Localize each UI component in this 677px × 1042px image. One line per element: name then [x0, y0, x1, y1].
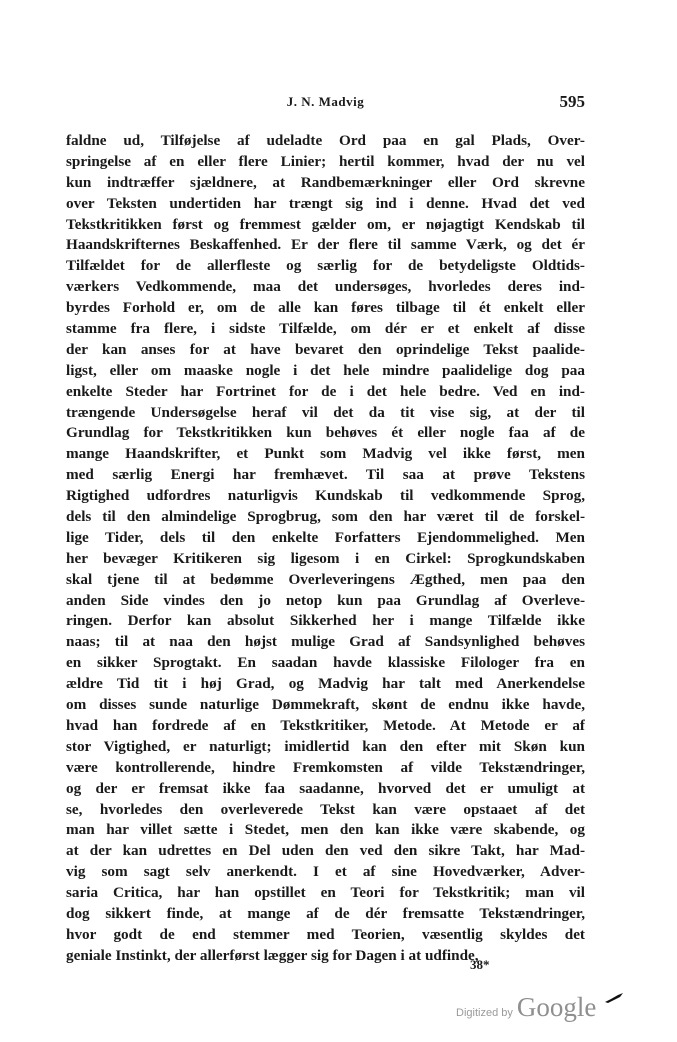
text-line: stor Vigtighed, er naturligt; imidlertid kan den efter mit Skøn kun — [66, 737, 585, 755]
running-head: J. N. Madvig — [286, 94, 365, 109]
text-line: være kontrollerende, hindre Fremkomsten af vilde Tekstændringer, — [66, 758, 585, 776]
text-line: enkelte Steder har Fortrinet for de i det hele bedre. Ved en ind- — [66, 382, 585, 400]
text-line: værkers Vedkommende, maa det undersøges, hvorledes deres ind- — [66, 278, 585, 296]
text-line: over Teksten undertiden har trængt sig ind i denne. Hvad det ved — [66, 194, 585, 212]
text-line: kun indtræffer sjældnere, at Randbemærkninger eller Ord skrevne — [66, 173, 585, 191]
text-line: hvor godt de end stemmer med Teorien, væsentlig skyldes det — [66, 925, 585, 943]
text-line: vig som sagt selv anerkendt. I et af sine Hovedværker, Adver- — [66, 863, 585, 881]
text-line: Tilfældet for de allerfleste og særlig for de betydeligste Oldtids- — [66, 257, 585, 275]
text-line: dog sikkert finde, at mange af de dér fremsatte Tekstændringer, — [66, 904, 585, 922]
text-line: ældre Tid tit i høj Grad, og Madvig har talt med Anerkendelse — [66, 675, 585, 693]
text-line: se, hvorledes den overleverede Tekst kan være opstaaet af det — [66, 800, 585, 818]
text-line: anden Side vindes den jo netop kun paa Grundlag af Overleve- — [66, 591, 585, 609]
body-text — [66, 131, 585, 967]
text-line: en sikker Sprogtakt. En saadan havde klassiske Filologer fra en — [66, 654, 585, 672]
text-line: Haandskrifternes Beskaffenhed. Er der flere til samme Værk, og det ér — [66, 236, 585, 254]
text-line: trængende Undersøgelse heraf vil det da tit vise sig, at der til — [66, 403, 585, 421]
digitization-watermark — [456, 992, 596, 1023]
page-header — [66, 94, 585, 116]
text-line: springelse af en eller flere Linier; hertil kommer, hvad der nu vel — [66, 152, 585, 170]
text-line: skal tjene til at bedømme Overleveringens Ægthed, men paa den — [66, 570, 585, 588]
watermark-prefix: Digitized by — [456, 1007, 513, 1019]
text-line: geniale Instinkt, der allerførst lægger sig for Dagen i at udfinde, — [66, 946, 479, 964]
text-line: man har villet sætte i Stedet, men den kan ikke være skabende, og — [66, 821, 585, 839]
text-line: og der er fremsat ikke faa saadanne, hvorved det er umuligt at — [66, 779, 585, 797]
text-line: stamme fra flere, i sidste Tilfælde, om dér er et enkelt af disse — [66, 320, 585, 338]
page-number: 595 — [559, 92, 585, 111]
text-line: Tekstkritikken først og fremmest gælder om, er nøjagtigt Kendskab til — [66, 215, 585, 233]
ink-mark-icon — [604, 992, 624, 1004]
text-line: Rigtighed udfordres naturligvis Kundskab til vedkommende Sprog, — [66, 487, 585, 505]
text-line: at der kan udrettes en Del uden den ved den sikre Takt, har Mad- — [66, 842, 585, 860]
text-line: her bevæger Kritikeren sig ligesom i en Cirkel: Sprogkundskaben — [66, 549, 585, 567]
text-line: der kan anses for at have bevaret den oprindelige Tekst paalide- — [66, 340, 585, 358]
text-line: saria Critica, har han opstillet en Teori for Tekstkritik; man vil — [66, 884, 585, 902]
google-logo: Google — [516, 992, 597, 1022]
text-line: mange Haandskrifter, et Punkt som Madvig vel ikke først, men — [66, 445, 585, 463]
text-line: dels til den almindelige Sprogbrug, som den har været til de forskel- — [66, 508, 585, 526]
text-line: hvad han fordrede af en Tekstkritiker, Metode. At Metode er af — [66, 716, 585, 734]
text-line: Grundlag for Tekstkritikken kun behøves ét eller nogle faa af de — [66, 424, 585, 442]
signature-mark: 38* — [470, 957, 490, 972]
text-line: naas; til at naa den højst mulige Grad af Sandsynlighed behøves — [66, 633, 585, 651]
text-line: ligst, eller om maaske nogle i det hele mindre paalidelige dog paa — [66, 361, 585, 379]
text-line: med særlig Energi har fremhævet. Til saa at prøve Tekstens — [66, 466, 585, 484]
text-line: ringen. Derfor kan absolut Sikkerhed her i mange Tilfælde ikke — [66, 612, 585, 630]
text-line: om disses sunde naturlige Dømmekraft, skønt de endnu ikke havde, — [66, 696, 585, 714]
text-line: byrdes Forhold er, om de alle kan føres tilbage til ét enkelt eller — [66, 299, 585, 317]
text-line: faldne ud, Tilføjelse af udeladte Ord paa en gal Plads, Over- — [66, 132, 585, 149]
text-line: lige Tider, dels til den enkelte Forfatters Ejendommelighed. Men — [66, 528, 585, 546]
